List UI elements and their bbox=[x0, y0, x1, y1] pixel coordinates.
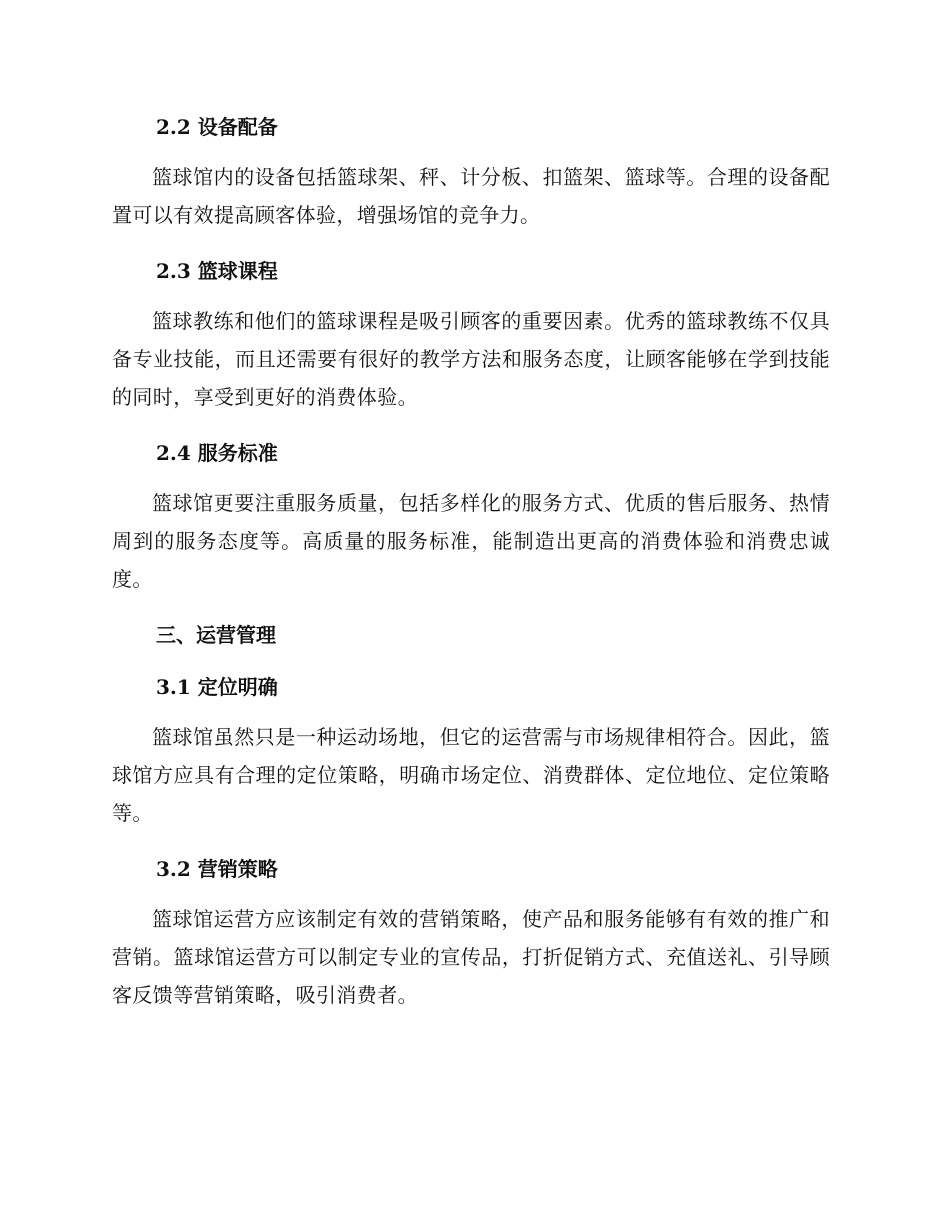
document-body bbox=[112, 112, 830, 1014]
section-heading-2-2: 2.2 设备配备 bbox=[156, 115, 278, 139]
section-heading-2-4: 2.4 服务标准 bbox=[156, 441, 278, 465]
section-paragraph-2-3: 篮球教练和他们的篮球课程是吸引顾客的重要因素。优秀的篮球教练不仅具备专业技能，而且还需要有很好的教学方法和服务态度，让顾客能够在学到技能的同时，享受到更好的消费体验。 bbox=[112, 309, 830, 409]
section-paragraph-2-2: 篮球馆内的设备包括篮球架、秤、计分板、扣篮架、篮球等。合理的设备配置可以有效提高顾客体验，增强场馆的竞争力。 bbox=[112, 165, 830, 227]
section-paragraph-3-1: 篮球馆虽然只是一种运动场地，但它的运营需与市场规律相符合。因此，篮球馆方应具有合理的定位策略，明确市场定位、消费群体、定位地位、定位策略等。 bbox=[112, 725, 830, 825]
section-paragraph-3-2: 篮球馆运营方应该制定有效的营销策略，使产品和服务能够有有效的推广和营销。篮球馆运营方可以制定专业的宣传品，打折促销方式、充值送礼、引导顾客反馈等营销策略，吸引消费者。 bbox=[112, 907, 830, 1007]
section-heading-2-3: 2.3 篮球课程 bbox=[156, 259, 278, 283]
chapter-heading-3: 三、运营管理 bbox=[156, 623, 276, 647]
section-heading-3-2: 3.2 营销策略 bbox=[156, 857, 278, 881]
section-paragraph-2-4: 篮球馆更要注重服务质量，包括多样化的服务方式、优质的售后服务、热情周到的服务态度等。高质量的服务标准，能制造出更高的消费体验和消费忠诚度。 bbox=[112, 491, 830, 591]
section-heading-3-1: 3.1 定位明确 bbox=[156, 675, 278, 699]
